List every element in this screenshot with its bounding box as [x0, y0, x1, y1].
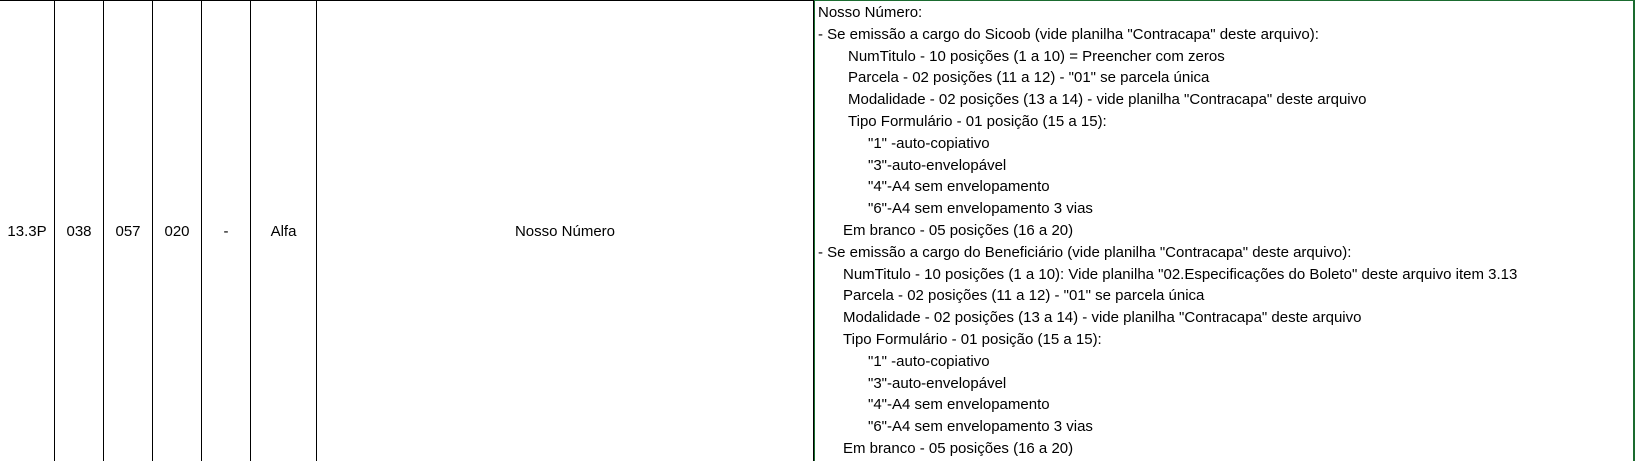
cell-posicao-ate[interactable]	[104, 0, 153, 461]
descricao-line: NumTitulo - 10 posições (1 a 10): Vide planilha "02.Especificações do Boleto" deste arquivo item 3.13	[843, 265, 1518, 283]
cell-campo[interactable]	[0, 0, 55, 461]
cell-posicao-de-value: 038	[66, 222, 92, 240]
descricao-line: Parcela - 02 posições (11 a 12) - "01" se parcela única	[843, 287, 1205, 305]
descricao-line: Tipo Formulário - 01 posição (15 a 15):	[843, 330, 1102, 348]
descricao-line: Em branco - 05 posições (16 a 20)	[843, 439, 1074, 457]
descricao-line: "1" -auto-copiativo	[868, 352, 990, 370]
descricao-line: - Se emissão a cargo do Sicoob (vide planilha "Contracapa" deste arquivo):	[818, 25, 1319, 43]
cell-posicao-de[interactable]	[55, 0, 104, 461]
cell-picture-value: Alfa	[270, 222, 297, 240]
cell-picture[interactable]	[251, 0, 317, 461]
cell-decimais-value: -	[223, 222, 229, 240]
descricao-line: "4"-A4 sem envelopamento	[868, 396, 1050, 414]
descricao-line: "4"-A4 sem envelopamento	[868, 178, 1050, 196]
cell-nome-campo-value: Nosso Número	[514, 222, 616, 240]
cell-digitos-value: 020	[164, 222, 190, 240]
cell-posicao-ate-value: 057	[115, 222, 141, 240]
descricao-line: Parcela - 02 posições (11 a 12) - "01" se parcela única	[848, 69, 1210, 87]
cell-decimais[interactable]	[202, 0, 251, 461]
cell-nome-campo[interactable]	[317, 0, 814, 461]
cell-digitos[interactable]	[153, 0, 202, 461]
descricao-line: Modalidade - 02 posições (13 a 14) - vide planilha "Contracapa" deste arquivo	[843, 309, 1362, 327]
descricao-line: "3"-auto-envelopável	[868, 156, 1007, 174]
descricao-line: "6"-A4 sem envelopamento 3 vias	[868, 418, 1093, 436]
descricao-line: Nosso Número:	[818, 4, 923, 21]
descricao-line: "3"-auto-envelopável	[868, 374, 1007, 392]
descricao-line: Modalidade - 02 posições (13 a 14) - vide planilha "Contracapa" deste arquivo	[848, 91, 1367, 109]
descricao-line: "1" -auto-copiativo	[868, 134, 990, 152]
descricao-line: "6"-A4 sem envelopamento 3 vias	[868, 200, 1093, 218]
cell-campo-value: 13.3P	[7, 222, 47, 240]
descricao-line: NumTitulo - 10 posições (1 a 10) = Preencher com zeros	[848, 47, 1225, 65]
descricao-line: Tipo Formulário - 01 posição (15 a 15):	[848, 112, 1107, 130]
descricao-line: - Se emissão a cargo do Beneficiário (vide planilha "Contracapa" deste arquivo):	[818, 243, 1352, 261]
descricao-line: Em branco - 05 posições (16 a 20)	[843, 221, 1074, 239]
cell-descricao-selected[interactable]	[814, 0, 1635, 461]
